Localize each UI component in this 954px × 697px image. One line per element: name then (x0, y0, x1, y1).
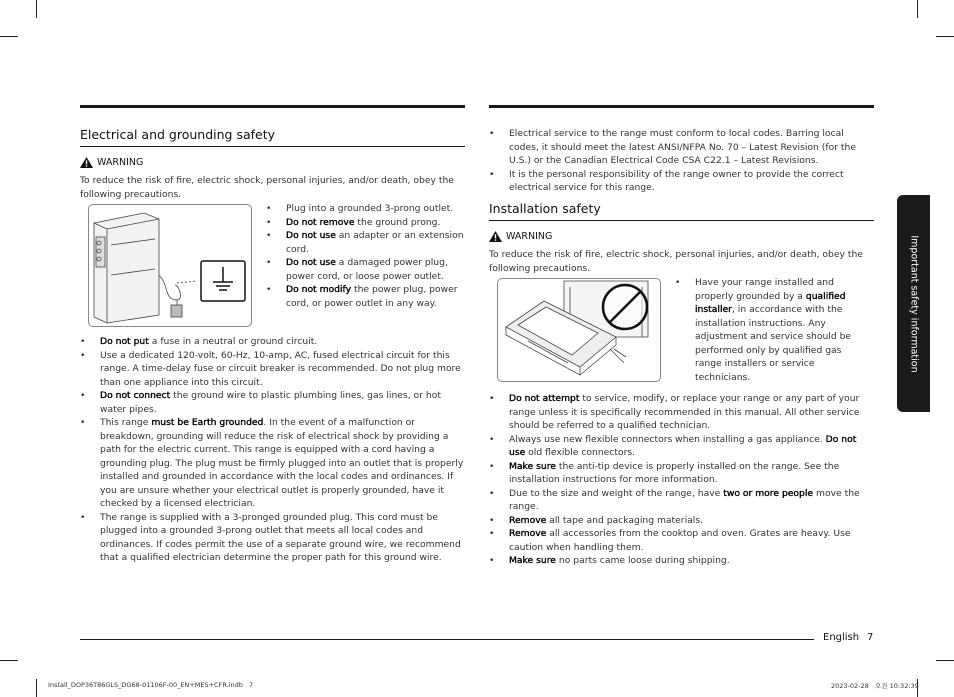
installation-figure (497, 278, 661, 382)
right-top-rule (489, 105, 874, 108)
list-item: • Do not use an adapter or an extension cord. (266, 229, 466, 256)
footer-rule (80, 639, 814, 640)
section-title-installation: Installation safety (489, 201, 601, 216)
footer-language: English (823, 632, 860, 643)
list-item: • Do not connect the ground wire to plastic plumbing lines, gas lines, or hot water pipes. (80, 389, 465, 416)
left-top-rule (80, 105, 465, 108)
right-top-bullets (489, 127, 874, 195)
slug-date: 2023-02-28 오전 10:32:39 (831, 682, 919, 690)
left-title-rule (80, 146, 465, 147)
right-title-rule (489, 220, 874, 221)
slug-file: Install_DOP36T86GLS_DG68-01106F-00_EN+MES+CFR.indb 7 (48, 681, 254, 689)
side-tab-label: Important safety information (908, 234, 919, 373)
side-tab[interactable] (897, 195, 930, 412)
warning-text: WARNING (97, 157, 144, 168)
crop-mark (0, 36, 18, 37)
list-item: • Always use new flexible connectors when installing a gas appliance. Do not use old flexible connectors. (489, 433, 874, 460)
left-intro: To reduce the risk of fire, electric shock, personal injuries, and/or death, obey the following precautions. (80, 175, 454, 200)
right-bullets (489, 392, 874, 568)
list-item: • Have your range installed and properly grounded by a qualified installer, in accordance with the installation instructions. Any adjustment and service should be performed only by qualified gas range installers or service technicians. (675, 276, 865, 384)
list-item: • It is the personal responsibility of the range owner to provide the correct electrical service for this range. (489, 168, 874, 195)
right-intro: To reduce the risk of fire, electric shock, personal injuries, and/or death, obey the following precautions. (489, 249, 863, 274)
list-item: • Remove all tape and packaging materials. (489, 514, 874, 528)
crop-mark (36, 679, 37, 697)
left-figure-bullets (266, 202, 466, 310)
warning-icon (489, 231, 502, 242)
warning-label-right (489, 231, 552, 242)
range-service-illustration (498, 279, 660, 381)
section-title-electrical: Electrical and grounding safety (80, 127, 276, 142)
warning-icon (80, 157, 93, 168)
list-item: • Do not use a damaged power plug, power cord, or loose power outlet. (266, 256, 466, 283)
list-item: • The range is supplied with a 3-pronged grounded plug. This cord must be plugged into a grounded 3-prong outlet that meets all local codes and ordinances. If codes permit the use of a separate ground wire, we recommend that a qualified electrician determine the proper path for this ground wire. (80, 511, 465, 565)
crop-mark (917, 0, 918, 18)
warning-text: WARNING (506, 231, 553, 242)
list-item: • Use a dedicated 120-volt, 60-Hz, 10-amp, AC, fused electrical circuit for this range. A time-delay fuse or circuit breaker is recommended. Do not plug more than one appliance into this circuit. (80, 349, 465, 390)
list-item: • Due to the size and weight of the range, have two or more people move the range. (489, 487, 874, 514)
list-item: • Remove all accessories from the cooktop and oven. Grates are heavy. Use caution when handling them. (489, 527, 874, 554)
list-item: • Do not attempt to service, modify, or replace your range or any part of your range unless it is specifically recommended in this manual. All other service should be referred to a qualified technician. (489, 392, 874, 433)
left-bullets (80, 335, 465, 565)
range-plug-illustration (89, 205, 251, 326)
crop-mark (936, 36, 954, 37)
right-figure-bullet (675, 276, 865, 384)
list-item: • Electrical service to the range must conform to local codes. Barring local codes, it should meet the latest ANSI/NFPA No. 70 – Latest Revision (for the U.S.) or the Canadian Electrical Code CSA C22.1 – Latest Revisions. (489, 127, 874, 168)
page-number: 7 (867, 632, 874, 643)
list-item: • Do not remove the ground prong. (266, 216, 466, 230)
crop-mark (936, 660, 954, 661)
list-item: • Plug into a grounded 3-prong outlet. (266, 202, 466, 216)
list-item: • Do not put a fuse in a neutral or ground circuit. (80, 335, 465, 349)
crop-mark (36, 0, 37, 18)
grounding-figure (88, 204, 252, 327)
list-item: • Make sure the anti-tip device is properly installed on the range. See the installation instructions for more information. (489, 460, 874, 487)
list-item: • Do not modify the power plug, power cord, or power outlet in any way. (266, 283, 466, 310)
list-item: • Make sure no parts came loose during shipping. (489, 554, 874, 568)
list-item: • This range must be Earth grounded. In the event of a malfunction or breakdown, grounding will reduce the risk of electrical shock by providing a path for the electric current. This range is equipped with a cord having a grounding plug. The plug must be firmly plugged into an outlet that is properly installed and grounded in accordance with the local codes and ordinances. If you are unsure whether your electrical outlet is properly grounded, have it checked by a licensed electrician. (80, 416, 465, 511)
warning-label-left (80, 157, 143, 168)
crop-mark (0, 660, 18, 661)
